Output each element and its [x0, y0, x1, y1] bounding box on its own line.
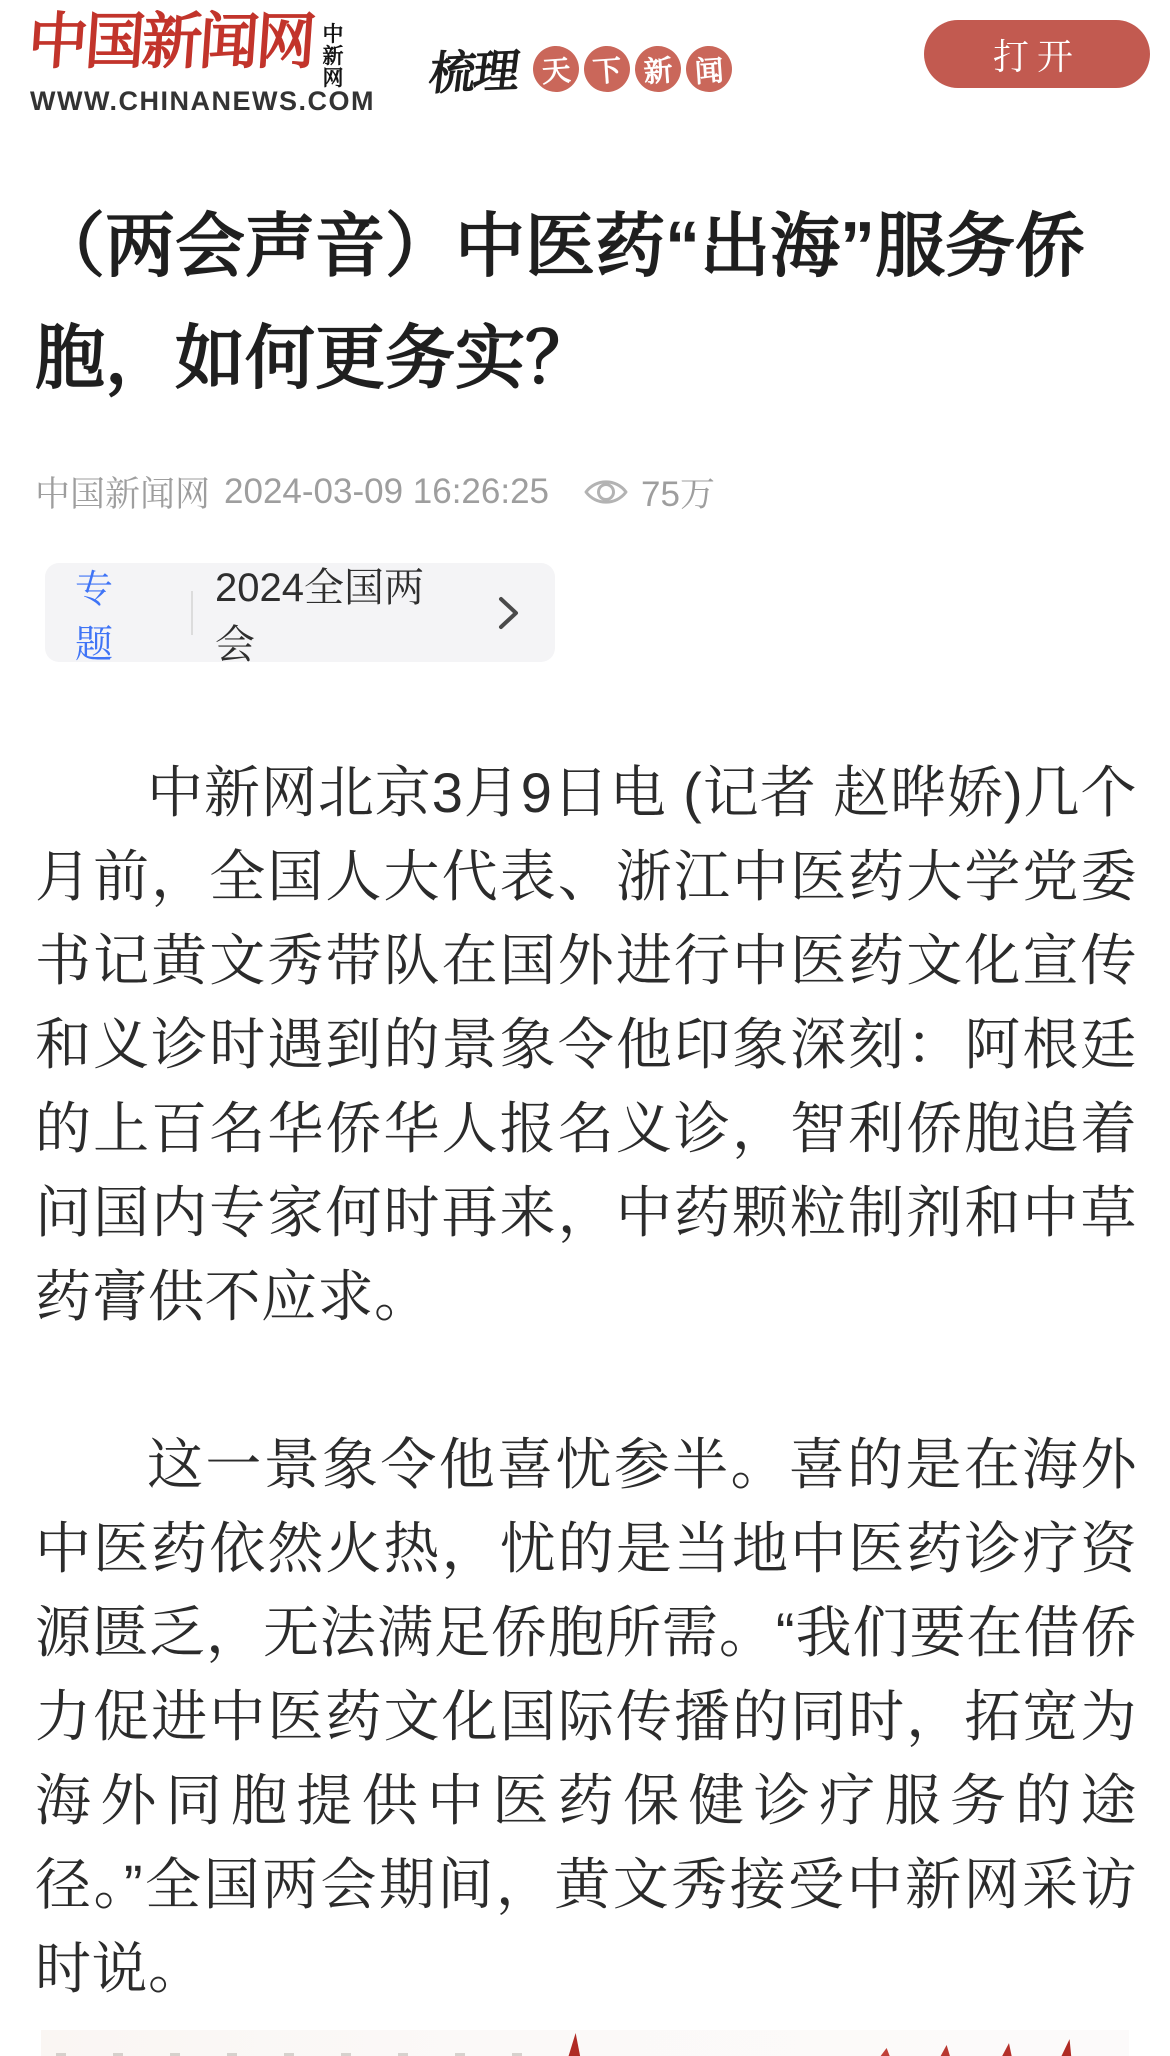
- open-app-button[interactable]: 打开: [924, 20, 1150, 88]
- red-brush-stroke: [880, 2047, 891, 2056]
- paragraph: 中新网北京3月9日电 (记者 赵晔娇)几个月前，全国人大代表、浙江中医药大学党委书记黄文秀带队在国外进行中医药文化宣传和义诊时遇到的景象令他印象深刻：阿根廷的上百名华侨华人报名义诊，智利侨胞追着问国内专家何时再来，中药颗粒制剂和中草药膏供不应求。: [35, 761, 1137, 1328]
- slogan-prefix: 梳理: [426, 44, 522, 100]
- slogan-badge: 天: [531, 44, 580, 93]
- chinanews-logo: 中国新闻网: [25, 7, 316, 76]
- slogan: [426, 36, 732, 102]
- paragraph: 这一景象令他喜忧参半。喜的是在海外中医药依然火热，忧的是当地中医药诊疗资源匮乏，无法满足侨胞所需。“我们要在借侨力促进中医药文化国际传播的同时，拓宽为海外同胞提供中医药保健诊疗服务的途径。”全国两会期间，黄文秀接受中新网采访时说。: [35, 1433, 1137, 2000]
- divider: [191, 591, 193, 635]
- topic-tag-label: 专题: [75, 568, 114, 666]
- red-brush-stroke: [940, 2045, 951, 2056]
- article-title: （两会声音）中医药“出海”服务侨胞，如何更务实？: [35, 207, 1085, 397]
- article-byline: [35, 470, 1135, 514]
- slogan-badge: 下: [582, 44, 631, 93]
- article-body: [35, 751, 1137, 2011]
- logo-website-url: WWW.CHINANEWS.COM: [30, 86, 375, 116]
- topic-link-bar[interactable]: [45, 563, 555, 667]
- chevron-right-icon: [493, 592, 523, 634]
- publish-time: 2024-03-09 16:26:25: [224, 472, 550, 511]
- logo-vertical-text: 中新网: [322, 23, 344, 90]
- views-eye-icon: [583, 475, 629, 509]
- article-image-top-edge: [41, 2030, 1129, 2056]
- topic-title: 2024全国两会: [215, 565, 425, 667]
- slogan-badge: 闻: [684, 44, 733, 93]
- view-count: 75万: [641, 475, 715, 514]
- red-brush-stroke: [1062, 2038, 1075, 2056]
- slogan-badge: 新: [633, 44, 682, 93]
- source-name: 中国新闻网: [35, 475, 211, 514]
- app-header: [0, 0, 1170, 120]
- red-brush-stroke: [568, 2033, 581, 2056]
